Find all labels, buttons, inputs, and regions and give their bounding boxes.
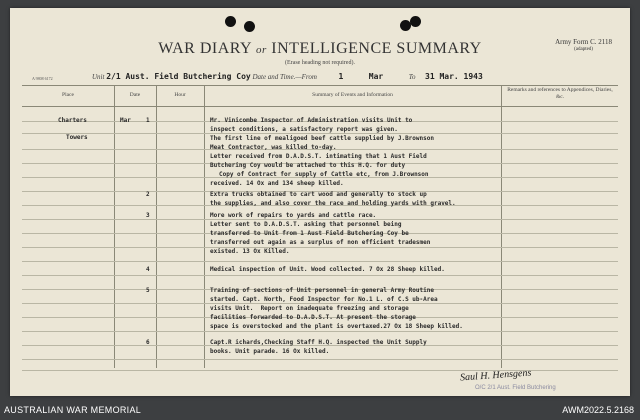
officer-signature: Saul H. Hensgens [459, 367, 532, 384]
summary-line: existed. 13 Ox Killed. [210, 248, 290, 255]
summary-line: Letter received from D.A.D.S.T. intimating that 1 Aust Field [210, 153, 427, 160]
summary-line: visits Unit. Report on inadequate freezing and storage [210, 305, 409, 312]
ruled-line [22, 247, 618, 248]
summary-line: Extra trucks obtained to cart wood and generally to stock up [210, 191, 427, 198]
unit-label: Unit [92, 73, 105, 81]
entry-date-day: 2 [146, 191, 150, 198]
table-header-rule [22, 106, 618, 107]
summary-line: the supplies, and also cover the race and holding yards with gravel. [210, 200, 456, 207]
summary-line: space is overstocked and the plant is overtaxed.27 Ox 18 Sheep killed. [210, 323, 463, 330]
place-charters: Charters [58, 117, 87, 124]
column-divider-place [114, 86, 115, 368]
column-header-hour: Hour [174, 92, 186, 98]
unit-stamp: O/C 2/1 Aust. Field Butchering [475, 385, 556, 391]
column-divider-date [156, 86, 157, 368]
summary-line: received. 14 Ox and 134 sheep killed. [210, 180, 344, 187]
diary-sheet [10, 8, 630, 396]
entry-date-day: 1 [146, 117, 150, 124]
column-header-summary: Summary of Events and Information [312, 92, 393, 98]
table-top-rule [22, 85, 618, 86]
form-number-block [555, 38, 612, 54]
column-header-remarks: Remarks and references to Appendices, Diaries, &c. [507, 87, 613, 100]
from-month: Mar [368, 72, 384, 81]
ruled-line [22, 359, 618, 360]
summary-line: Capt.R ichards,Checking Staff H.Q. inspected the Unit Supply [210, 339, 427, 346]
title-intelligence-summary: INTELLIGENCE SUMMARY [271, 40, 482, 57]
column-header-date: Date [129, 92, 141, 98]
summary-line: inspect conditions, a satisfactory report was given. [210, 126, 398, 133]
summary-line: Training of sections of Unit personnel in general Army Routine [210, 287, 434, 294]
summary-line: The first line of mealigoed beef cattle supplied by J.Brownson [210, 135, 434, 142]
summary-line: transferred to Unit from 1 Aust Field Butchering Coy be [210, 230, 409, 237]
to-label: To [408, 73, 416, 81]
column-header-place: Place [62, 92, 74, 98]
column-divider-hour [204, 86, 205, 368]
title-war-diary: WAR DIARY [158, 40, 252, 57]
ruled-line [22, 331, 618, 332]
unit-value: 2/1 Aust. Field Butchering Coy [106, 72, 251, 81]
summary-line: More work of repairs to yards and cattle race. [210, 212, 377, 219]
entry-date-day: 6 [146, 339, 150, 346]
to-value: 31 Mar. 1943 [425, 72, 483, 81]
summary-line: Letter sent to D.A.D.S.T. asking that personnel being [210, 221, 402, 228]
summary-line: facilities forwarded to D.A.D.S.T. At present the storage [210, 314, 416, 321]
summary-line: Butchering Coy would be attached to this H.Q. for duty [210, 162, 406, 169]
archive-reference: AWM2022.5.2168 [562, 405, 634, 415]
place-towers: Towers [66, 134, 88, 141]
form-title [10, 40, 630, 58]
punch-hole-1 [225, 16, 236, 27]
summary-line: Mr. Vinicombe Inspector of Administration visits Unit to [210, 117, 413, 124]
date-label: Date and Time.—From [252, 73, 317, 81]
entry-date-month: Mar [120, 117, 131, 124]
title-or: or [256, 44, 267, 56]
punch-hole-2 [244, 21, 255, 32]
entry-date-day: 5 [146, 287, 150, 294]
ruled-line [22, 261, 618, 262]
ruled-line [22, 275, 618, 276]
unit-line [92, 72, 483, 81]
reference-number: A 9808 6172 [32, 76, 53, 81]
archive-name: AUSTRALIAN WAR MEMORIAL [4, 405, 142, 415]
summary-line: transferred out again as a surplus of non efficient tradesmen [210, 239, 431, 246]
summary-line: Copy of Contract for supply of Cattle etc, from J.Brownson [219, 171, 429, 178]
form-number: Army Form C. 2118 [555, 38, 612, 46]
form-adapted: (adapted) [574, 47, 593, 52]
entry-date-day: 3 [146, 212, 150, 219]
form-subtitle: (Erase heading not required). [285, 60, 355, 66]
column-divider-summary [501, 86, 502, 368]
punch-hole-4 [410, 16, 421, 27]
from-day: 1 [338, 72, 344, 81]
entry-date-day: 4 [146, 266, 150, 273]
summary-line: Meat Contractor, was killed to-day. [210, 144, 337, 151]
summary-line: books. Unit parade. 16 Ox killed. [210, 348, 330, 355]
summary-line: started. Capt. North, Food Inspector for No.1 L. of C.S ub-Area [210, 296, 438, 303]
summary-line: Medical inspection of Unit. Wood collected. 7 Ox 28 Sheep killed. [210, 266, 445, 273]
